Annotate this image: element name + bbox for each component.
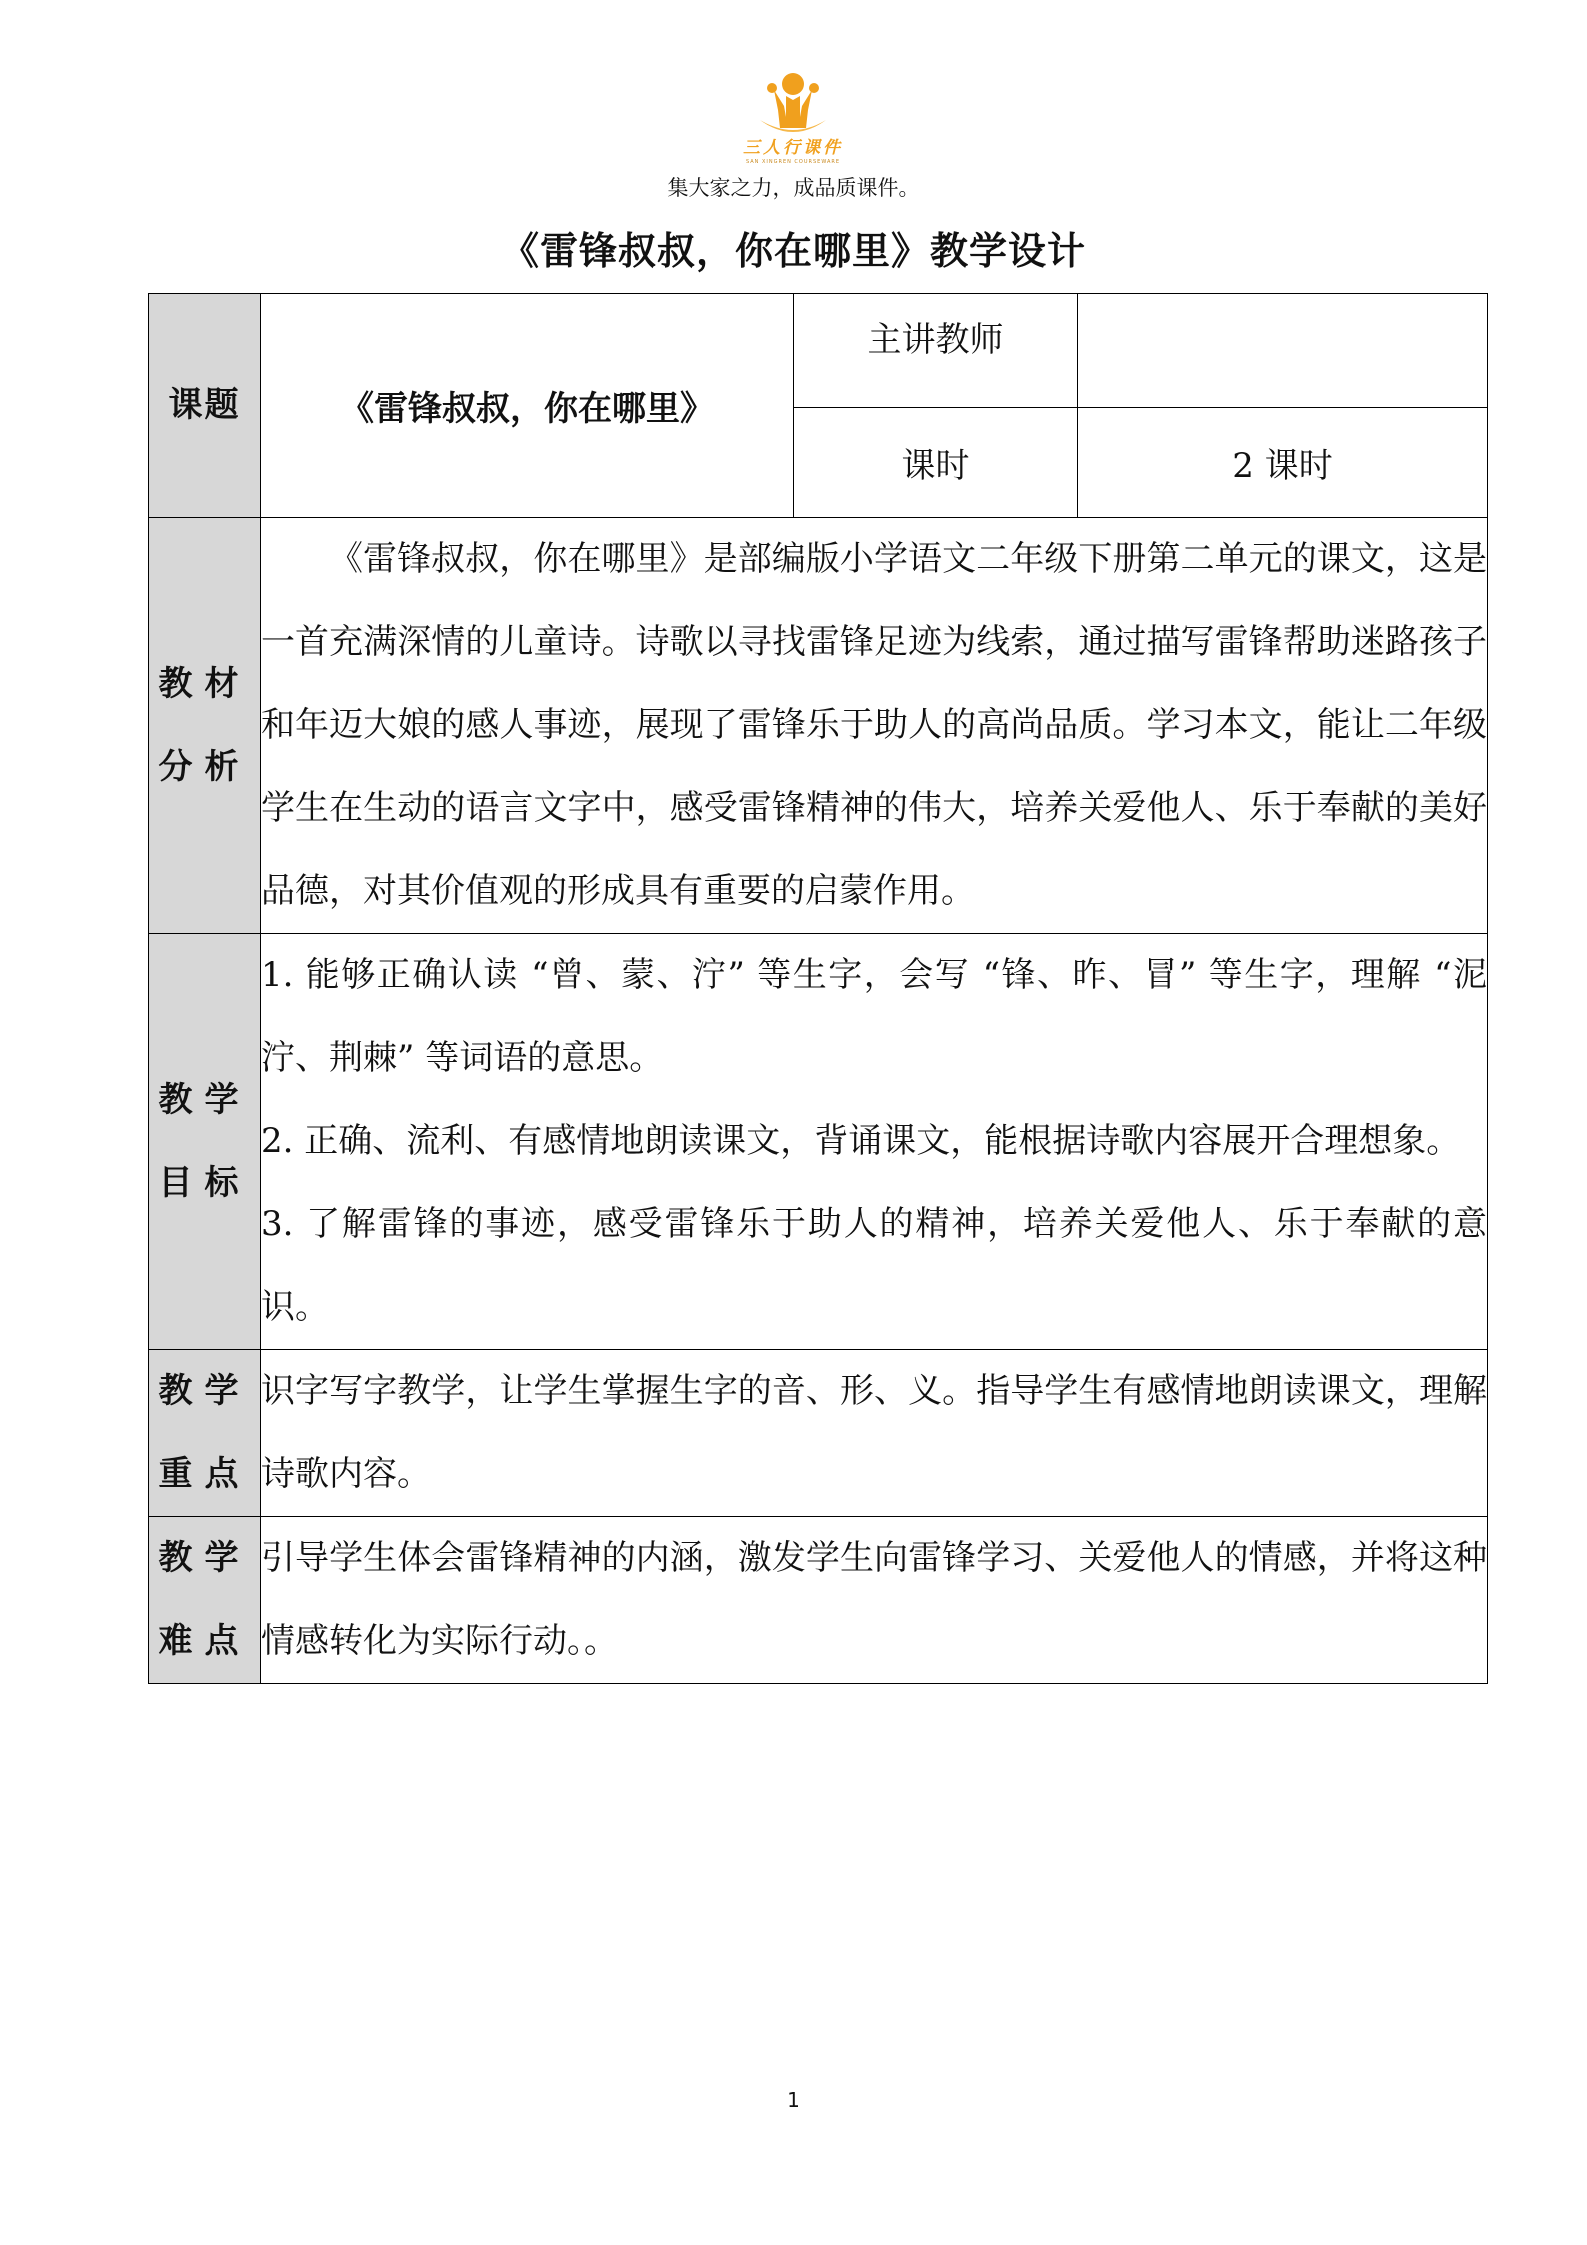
topic-value: 《雷锋叔叔，你在哪里》 [261,294,794,518]
objectives-label-line-2: 目标 [158,1162,251,1203]
difficulties-text: 引导学生体会雷锋精神的内涵，激发学生向雷锋学习、关爱他人的情感，并将这种情感转化为实际行动。。 [261,1517,1488,1684]
objective-item-1: 1. 能够正确认读 “曾、蒙、泞” 等生字，会写 “锋、昨、冒” 等生字，理解 “泥泞、荆棘” 等词语的意思。 [261,955,1487,1078]
analysis-label-line-1: 教材 [158,663,251,704]
analysis-label-line-2: 分析 [158,746,251,787]
page-title: 《雷锋叔叔，你在哪里》教学设计 [500,228,1086,273]
teacher-value [1078,294,1488,408]
analysis-row [149,518,1488,934]
slogan: 集大家之力，成品质课件。 [667,176,920,200]
objectives-row [149,934,1488,1350]
brand-logo [688,70,898,165]
objectives-list [261,934,1488,1350]
difficulties-label-line-1: 教学 [158,1538,251,1578]
difficulties-label-line-2: 难点 [158,1621,251,1661]
objective-item-2: 2. 正确、流利、有感情地朗读课文，背诵课文，能根据诗歌内容展开合理想象。 [261,1121,1461,1161]
page-number: 1 [787,2088,800,2112]
teacher-label: 主讲教师 [794,294,1078,408]
objectives-label [149,934,261,1350]
lesson-design-table [148,293,1488,1684]
logo-subtext: SAN XINGREN COURSEWARE [745,159,841,165]
key-points-label-line-1: 教学 [158,1371,251,1411]
logo-emblem-icon [688,70,898,165]
objectives-label-line-1: 教学 [158,1079,251,1120]
analysis-text: 《雷锋叔叔，你在哪里》是部编版小学语文二年级下册第二单元的课文，这是一首充满深情的儿童诗。诗歌以寻找雷锋足迹为线索，通过描写雷锋帮助迷路孩子和年迈大娘的感人事迹，展现了雷锋乐于助人的高尚品质。学习本文，能让二年级学生在生动的语言文字中，感受雷锋精神的伟大，培养关爱他人、乐于奉献的美好品德，对其价值观的形成具有重要的启蒙作用。 [261,518,1488,934]
hours-label: 课时 [794,408,1078,518]
analysis-label [149,518,261,934]
logo-text: 三人行课件 [743,138,843,158]
difficulties-row [149,1517,1488,1684]
key-points-label [149,1350,261,1517]
key-points-label-line-2: 重点 [158,1454,251,1494]
key-points-text: 识字写字教学，让学生掌握生字的音、形、义。指导学生有感情地朗读课文，理解诗歌内容。 [261,1350,1488,1517]
topic-label: 课题 [149,294,261,518]
difficulties-label [149,1517,261,1684]
topic-row [149,294,1488,408]
key-points-row [149,1350,1488,1517]
objective-item-3: 3. 了解雷锋的事迹，感受雷锋乐于助人的精神，培养关爱他人、乐于奉献的意识。 [261,1204,1487,1327]
hours-value: 2 课时 [1078,408,1488,518]
